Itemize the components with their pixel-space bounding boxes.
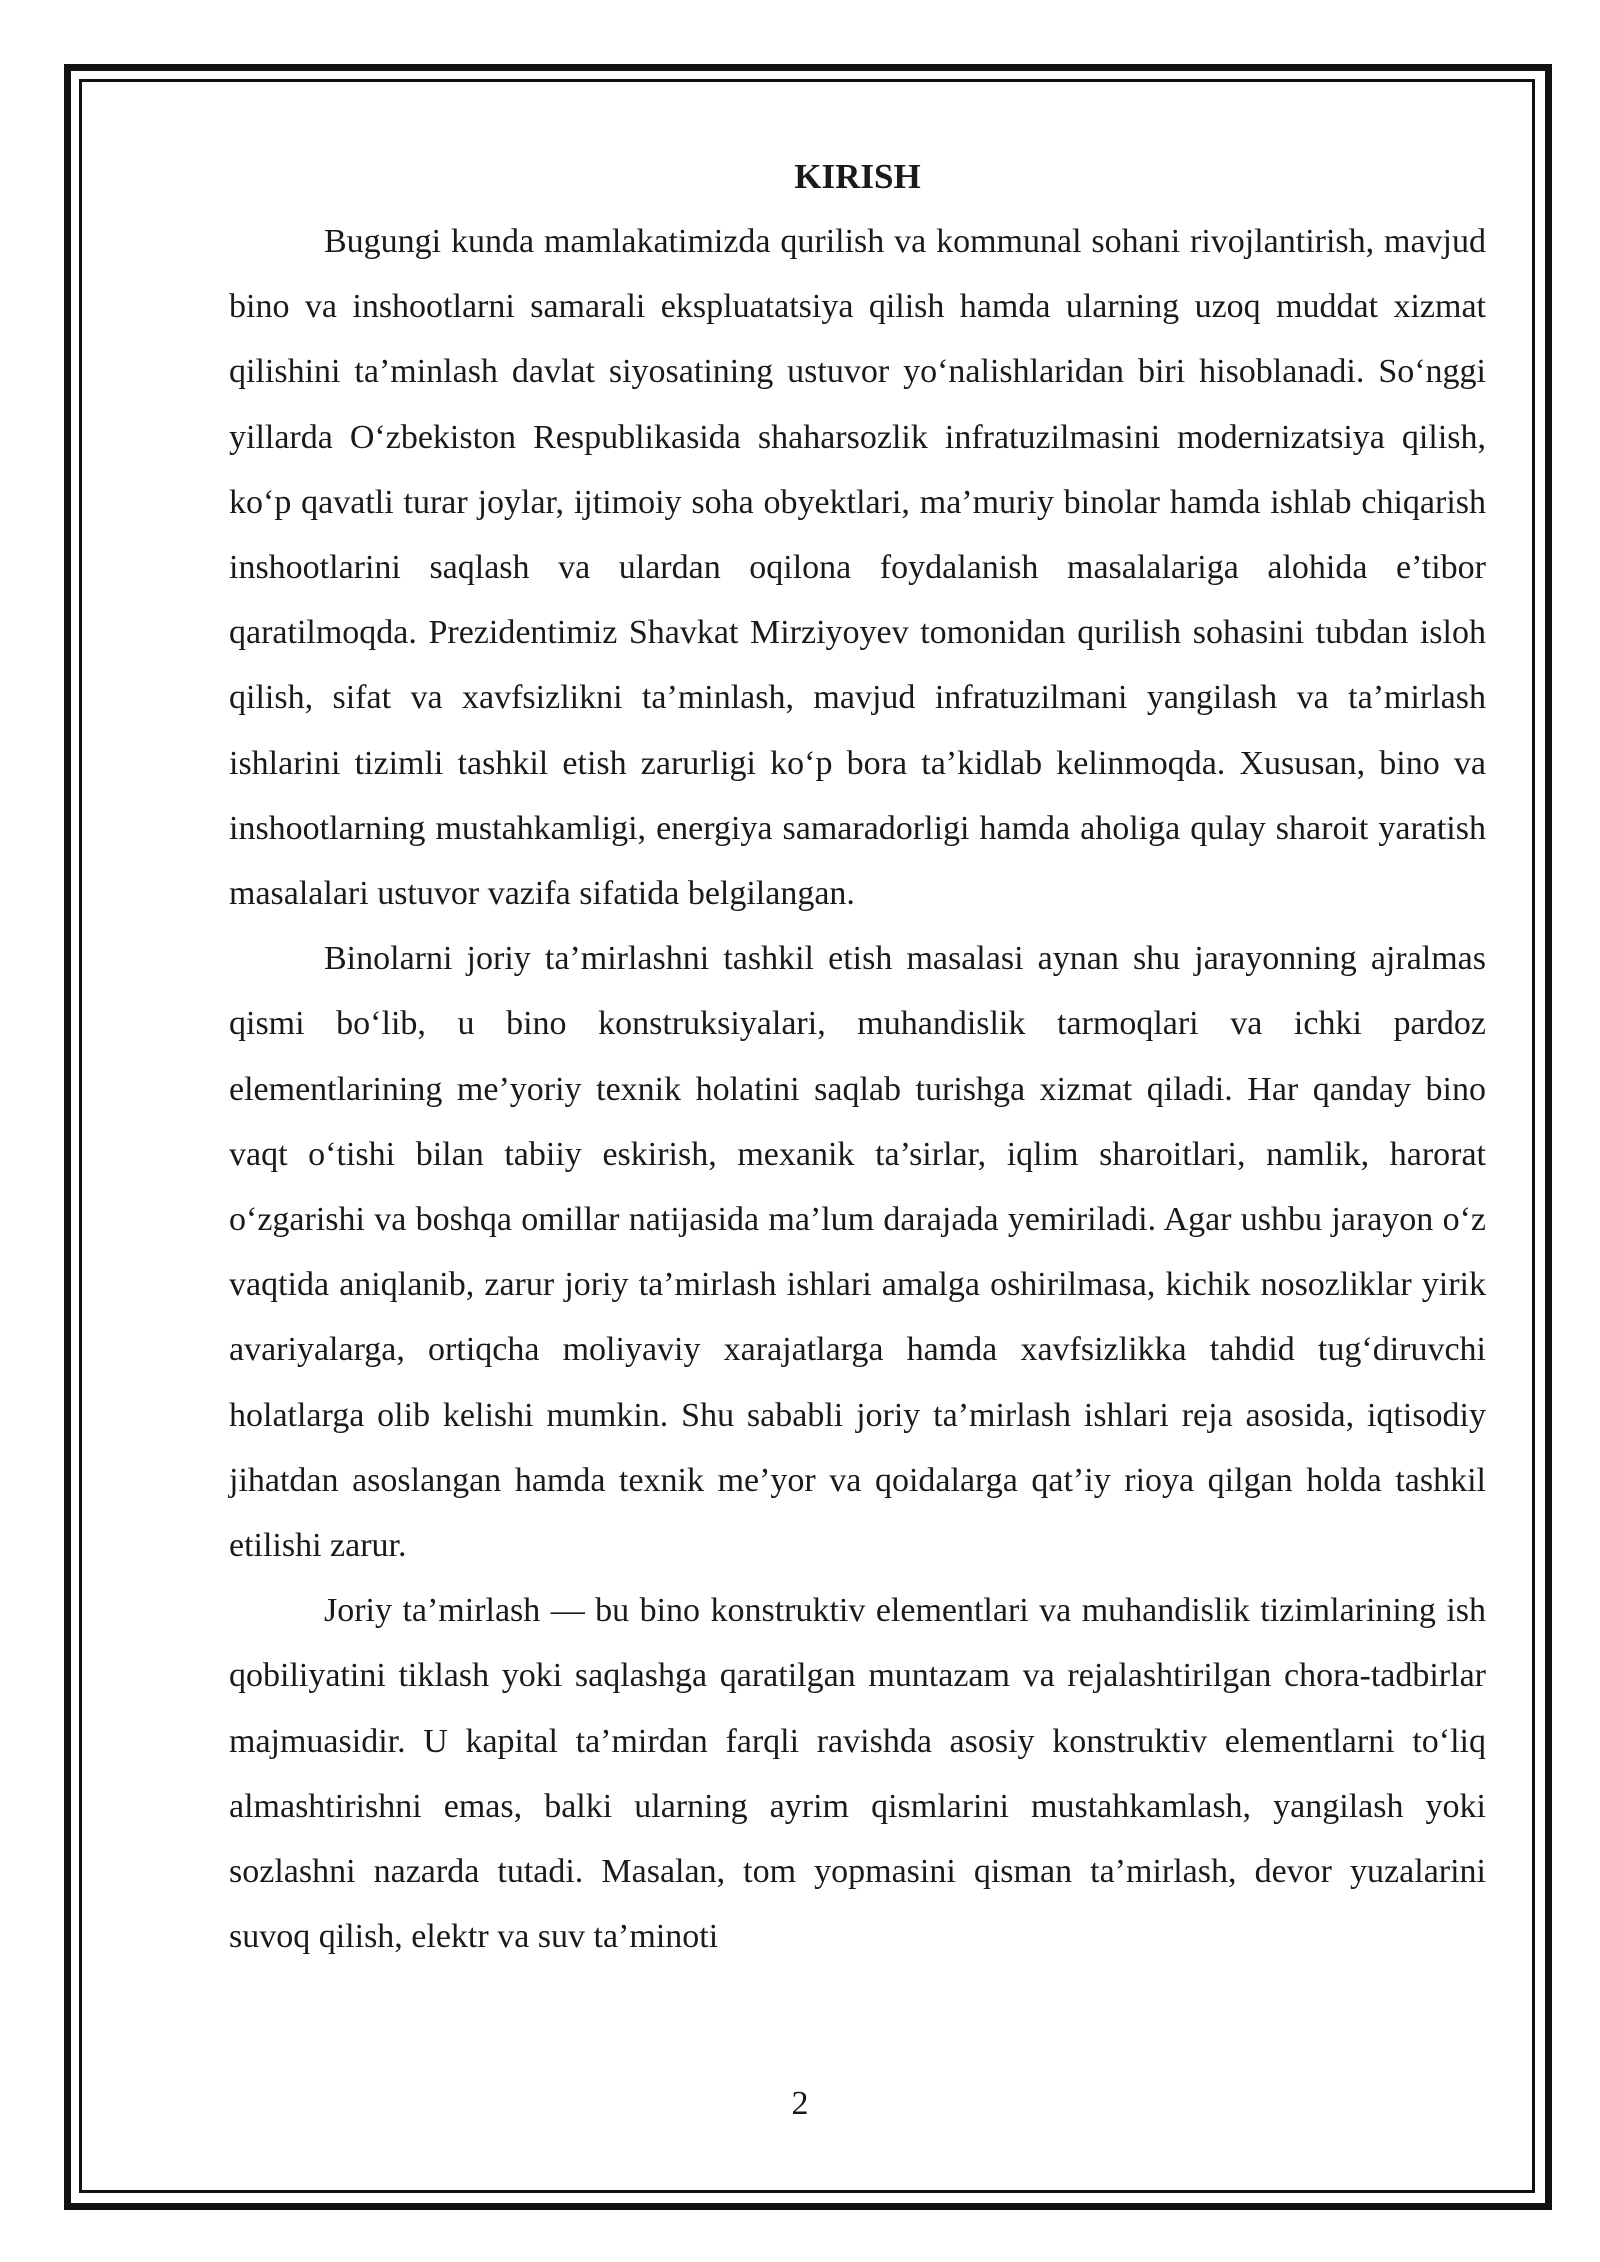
page-number: 2	[791, 2085, 809, 2122]
paragraph-3: Joriy ta’mirlash — bu bino konstruktiv elementlari va muhandislik tizimlarining ish qobiliyatini tiklash yoki saqlashga qaratilgan muntazam va rejalashtirilgan chora-tadbirlar majmuasidir. U kapital ta’mirdan farqli ravishda asosiy konstruktiv elementlarni to‘liq almashtirishni emas, balki ularning ayrim qismlarini mustahkamlash, yangilash yoki sozlashni nazarda tutadi. Masalan, tom yopmasini qisman ta’mirlash, devor yuzalarini suvoq qilish, elektr va suv ta’minoti	[229, 1592, 1486, 1956]
page-content	[229, 144, 1486, 1969]
paragraph-1: Bugungi kunda mamlakatimizda qurilish va kommunal sohani rivojlantirish, mavjud bino va inshootlarni samarali ekspluatatsiya qilish hamda ularning uzoq muddat xizmat qilishini ta’minlash davlat siyosatining ustuvor yo‘nalishlaridan biri hisoblanadi. So‘nggi yillarda O‘zbekiston Respublikasida shaharsozlik infratuzilmasini modernizatsiya qilish, ko‘p qavatli turar joylar, ijtimoiy soha obyektlari, ma’muriy binolar hamda ishlab chiqarish inshootlarini saqlash va ulardan oqilona foydalanish masalalariga alohida e’tibor qaratilmoqda. Prezidentimiz Shavkat Mirziyoyev tomonidan qurilish sohasini tubdan isloh qilish, sifat va xavfsizlikni ta’minlash, mavjud infratuzilmani yangilash va ta’mirlash ishlarini tizimli tashkil etish zarurligi ko‘p bora ta’kidlab kelinmoqda. Xususan, bino va inshootlarning mustahkamligi, energiya samaradorligi hamda aholiga qulay sharoit yaratish masalalari ustuvor vazifa sifatida belgilangan.	[229, 223, 1486, 913]
paragraph-2: Binolarni joriy ta’mirlashni tashkil etish masalasi aynan shu jarayonning ajralmas qismi bo‘lib, u bino konstruksiyalari, muhandislik tarmoqlari va ichki pardoz elementlarining me’yoriy texnik holatini saqlab turishga xizmat qiladi. Har qanday bino vaqt o‘tishi bilan tabiiy eskirish, mexanik ta’sirlar, iqlim sharoitlari, namlik, harorat o‘zgarishi va boshqa omillar natijasida ma’lum darajada yemiriladi. Agar ushbu jarayon o‘z vaqtida aniqlanib, zarur joriy ta’mirlash ishlari amalga oshirilmasa, kichik nosozliklar yirik avariyalarga, ortiqcha moliyaviy xarajatlarga hamda xavfsizlikka tahdid tug‘diruvchi holatlarga olib kelishi mumkin. Shu sababli joriy ta’mirlash ishlari reja asosida, iqtisodiy jihatdan asoslangan hamda texnik me’yor va qoidalarga qat’iy rioya qilgan holda tashkil etilishi zarur.	[229, 940, 1486, 1565]
section-title: KIRISH	[794, 157, 921, 196]
